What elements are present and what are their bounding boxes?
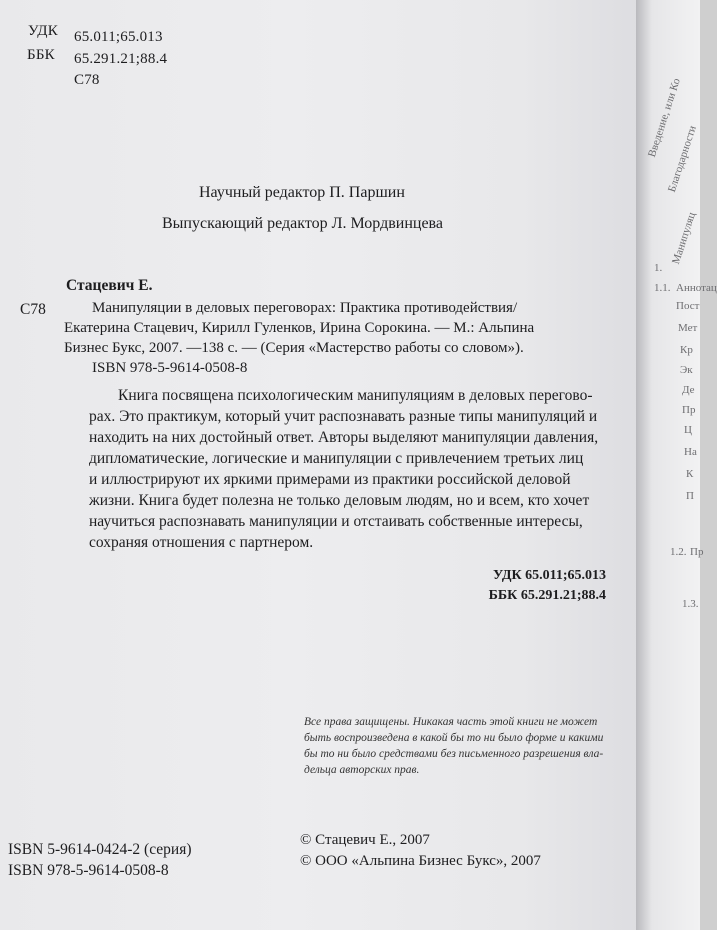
catalog-line-3: Бизнес Букс, 2007. —138 с. — (Серия «Мастерство работы со словом»). xyxy=(64,340,524,356)
rights-line-4: дельца авторских прав. xyxy=(304,764,420,776)
adjacent-page xyxy=(636,0,717,930)
toc-fragment-1: Введение, или Ко xyxy=(646,76,683,159)
catalog-line-2: Екатерина Стацевич, Кирилл Гуленков, Ирина Сорокина. — М.: Альпина xyxy=(64,320,535,336)
toc-fragment-17: 1.2. xyxy=(670,546,687,558)
toc-fragment-8: Мет xyxy=(678,322,698,334)
toc-fragment-12: Пр xyxy=(682,404,696,416)
bbk-bottom: ББК 65.291.21;88.4 xyxy=(488,588,606,603)
rights-line-1: Все права защищены. Никакая часть этой книги не может xyxy=(304,716,598,728)
annotation-line-8: сохраняя отношения с партнером. xyxy=(89,534,314,551)
copyright-publisher: © ООО «Альпина Бизнес Букс», 2007 xyxy=(300,853,541,869)
annotation-line-7: научиться распознавать манипуляции и отстаивать собственные интересы, xyxy=(89,513,583,530)
toc-fragment-3: 1. xyxy=(654,262,663,274)
udk-bottom: УДК 65.011;65.013 xyxy=(492,568,606,583)
annotation-line-2: рах. Это практикум, который учит распознавать разные типы манипуляций и xyxy=(89,408,598,425)
catalog-line-1: Манипуляции в деловых переговорах: Практика противодействия/ xyxy=(92,300,518,316)
toc-fragment-7: Пост xyxy=(676,300,700,312)
toc-fragment-9: Кр xyxy=(680,344,693,356)
toc-fragment-4: Манипуляц xyxy=(670,210,699,266)
annotation-line-5: и иллюстрируют их яркими примерами из практики российской деловой xyxy=(89,471,571,488)
bbk-value: 65.291.21;88.4 xyxy=(74,51,168,67)
toc-fragment-18: Пр xyxy=(690,546,704,558)
udk-label: УДК xyxy=(28,23,58,39)
scientific-editor: Научный редактор П. Паршин xyxy=(199,184,405,201)
isbn-book: ISBN 978-5-9614-0508-8 xyxy=(8,862,169,879)
annotation-line-3: находить на них достойный ответ. Авторы выделяют манипуляции давления, xyxy=(89,429,599,446)
toc-fragment-14: На xyxy=(684,446,697,458)
toc-fragment-10: Эк xyxy=(680,364,693,376)
toc-fragment-2: Благодарности xyxy=(666,124,699,194)
toc-fragment-11: Де xyxy=(682,384,695,396)
isbn-series: ISBN 5-9614-0424-2 (серия) xyxy=(8,841,192,858)
toc-fragment-19: 1.3. xyxy=(682,598,699,610)
udk-value: 65.011;65.013 xyxy=(74,29,163,45)
executive-editor: Выпускающий редактор Л. Мордвинцева xyxy=(162,215,443,232)
rights-line-2: быть воспроизведена в какой бы то ни было форме и какими xyxy=(304,732,604,744)
annotation-line-1: Книга посвящена психологическим манипуляциям в деловых перегово- xyxy=(118,387,593,404)
toc-fragment-15: К xyxy=(686,468,694,480)
rights-line-3: бы то ни было средствами без письменного разрешения вла- xyxy=(304,748,604,760)
copyright-author: © Стацевич Е., 2007 xyxy=(300,832,430,848)
catalog-author-heading: Стацевич Е. xyxy=(66,277,153,294)
toc-fragment-6: Аннотац xyxy=(676,282,717,294)
toc-fragment-13: Ц xyxy=(684,424,692,436)
catalog-sign: С78 xyxy=(20,301,46,318)
catalog-isbn: ISBN 978-5-9614-0508-8 xyxy=(92,360,248,376)
toc-fragment-5: 1.1. xyxy=(654,282,671,294)
bbk-label: ББК xyxy=(27,47,55,63)
author-sign-top: С78 xyxy=(74,72,100,88)
toc-fragment-16: П xyxy=(686,490,694,502)
annotation-line-6: жизни. Книга будет полезна не только деловым людям, но и всем, кто хочет xyxy=(89,492,590,509)
annotation-line-4: дипломатические, логические и манипуляции с привлечением третьих лиц xyxy=(89,450,584,467)
